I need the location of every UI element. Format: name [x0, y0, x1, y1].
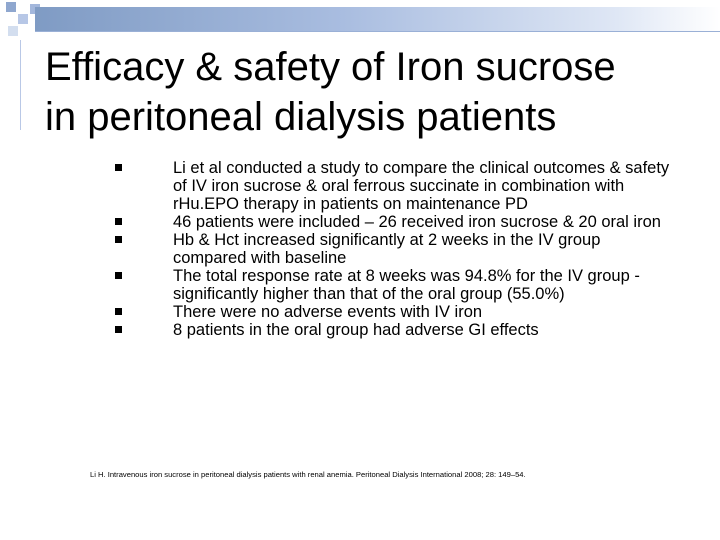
left-rule: [20, 40, 21, 130]
square-bullet-icon: [115, 308, 122, 315]
bullet-item: [115, 267, 675, 303]
bullet-item: [115, 303, 675, 321]
bullet-item: [115, 213, 675, 231]
bullet-item: [115, 321, 675, 339]
bullet-text: 46 patients were included – 26 received iron sucrose & 20 oral iron: [173, 213, 661, 231]
bullet-list: [115, 159, 675, 339]
square-bullet-icon: [115, 272, 122, 279]
bullet-text: 8 patients in the oral group had adverse GI effects: [173, 321, 539, 339]
square-bullet-icon: [115, 236, 122, 243]
bullet-item: [115, 231, 675, 267]
bullet-text: Hb & Hct increased significantly at 2 weeks in the IV group compared with baseline: [173, 231, 601, 267]
decor-square: [18, 14, 28, 24]
decor-square: [8, 26, 18, 36]
square-bullet-icon: [115, 164, 122, 171]
square-bullet-icon: [115, 326, 122, 333]
bullet-text: There were no adverse events with IV iron: [173, 303, 483, 321]
decor-square: [6, 2, 16, 12]
header-rule: [35, 31, 720, 32]
title-line-2: in peritoneal dialysis patients: [45, 95, 557, 139]
slide-title: [45, 42, 705, 142]
square-bullet-icon: [115, 218, 122, 225]
bullet-item: [115, 159, 675, 213]
bullet-text: The total response rate at 8 weeks was 94.8% for the IV group - significantly higher than that of the oral group (55.0%): [173, 267, 640, 303]
bullet-text: Li et al conducted a study to compare the clinical outcomes & safety of IV iron sucrose & oral ferrous succinate in combination with rHu.EPO therapy in patients on maintenance PD: [173, 159, 670, 213]
header-gradient-bar: [35, 7, 720, 31]
reference-citation: Li H. Intravenous iron sucrose in peritoneal dialysis patients with renal anemia. Peritoneal Dialysis International 2008; 28: 149–54.: [90, 470, 526, 479]
title-line-1: Efficacy & safety of Iron sucrose: [45, 45, 616, 89]
